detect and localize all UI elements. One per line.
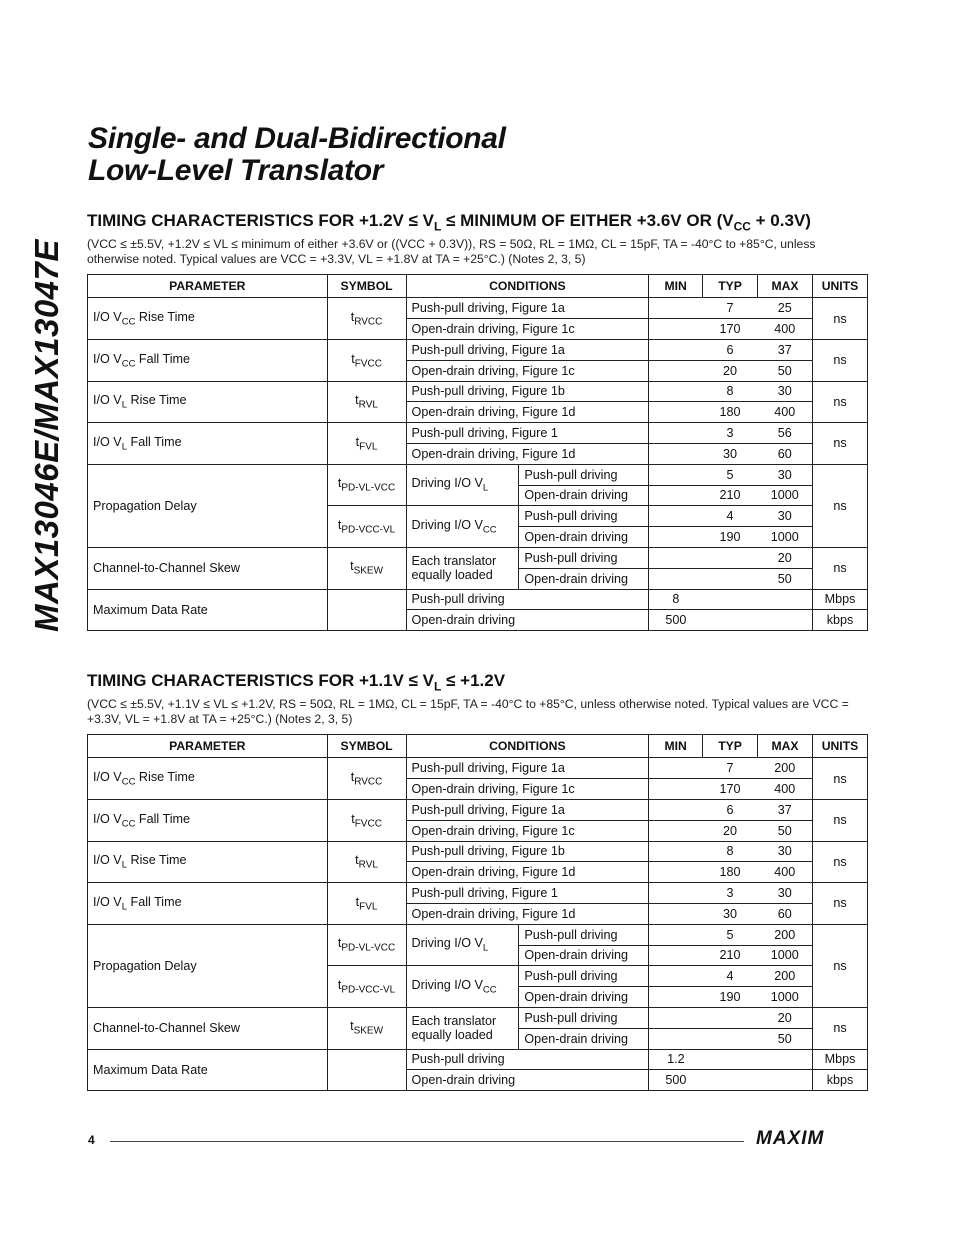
- min-cell: [649, 799, 703, 820]
- param-cell: Maximum Data Rate: [88, 589, 328, 631]
- section-2-heading: TIMING CHARACTERISTICS FOR $+1.1V \le V_L \le +1.2V$: [87, 671, 506, 694]
- condition-cell: Open-drain driving, Figure 1d: [406, 443, 649, 464]
- max-cell: 1000: [758, 485, 813, 506]
- symbol-cell: $t_{SKEW}$: [327, 1007, 406, 1049]
- units-cell: ns: [812, 381, 867, 423]
- typ-cell: [703, 589, 758, 610]
- symbol-cell: [327, 1049, 406, 1091]
- typ-cell: 210: [703, 945, 758, 966]
- table-row: [88, 339, 868, 360]
- param-cell: I/O $V_{CC}$ Fall Time: [88, 799, 328, 841]
- col-typ: TYP: [703, 735, 758, 758]
- param-cell: I/O $V_L$ Rise Time: [88, 381, 328, 423]
- condition-cell: Open-drain driving: [519, 1028, 649, 1049]
- condition-cell: Push-pull driving: [406, 1049, 649, 1070]
- table-header-row: [88, 735, 868, 758]
- symbol-cell: $t_{FVL}$: [327, 423, 406, 465]
- table-row: [88, 464, 868, 485]
- min-cell: [649, 443, 703, 464]
- max-cell: 50: [758, 1028, 813, 1049]
- max-cell: 37: [758, 799, 813, 820]
- min-cell: [649, 945, 703, 966]
- col-min: MIN: [649, 275, 703, 298]
- typ-cell: 20: [703, 820, 758, 841]
- units-cell: ns: [812, 758, 867, 800]
- typ-cell: [703, 1049, 758, 1070]
- min-cell: [649, 360, 703, 381]
- table-row: [88, 298, 868, 319]
- col-parameter: PARAMETER: [88, 275, 328, 298]
- condition-cell: Push-pull driving, Figure 1a: [406, 758, 649, 779]
- units-cell: ns: [812, 924, 867, 1007]
- units-cell: Mbps: [812, 1049, 867, 1070]
- max-cell: 30: [758, 506, 813, 527]
- param-cell: I/O $V_{CC}$ Fall Time: [88, 339, 328, 381]
- typ-cell: [703, 1028, 758, 1049]
- typ-cell: 170: [703, 779, 758, 800]
- condition-group-cell: Driving I/O $V_L$: [406, 924, 519, 966]
- typ-cell: 5: [703, 924, 758, 945]
- typ-cell: 4: [703, 966, 758, 987]
- condition-cell: Open-drain driving, Figure 1c: [406, 360, 649, 381]
- min-cell: [649, 547, 703, 568]
- typ-cell: 7: [703, 758, 758, 779]
- typ-cell: [703, 610, 758, 631]
- condition-cell: Open-drain driving: [406, 610, 649, 631]
- typ-cell: 210: [703, 485, 758, 506]
- units-cell: ns: [812, 1007, 867, 1049]
- condition-cell: Open-drain driving, Figure 1c: [406, 779, 649, 800]
- symbol-cell: $t_{PD-VCC-VL}$: [327, 506, 406, 548]
- min-cell: [649, 903, 703, 924]
- title-line-1: Single- and Dual-Bidirectional: [88, 122, 506, 155]
- typ-cell: 3: [703, 883, 758, 904]
- typ-cell: 3: [703, 423, 758, 444]
- max-cell: 200: [758, 924, 813, 945]
- condition-cell: Push-pull driving: [519, 547, 649, 568]
- condition-cell: Push-pull driving, Figure 1: [406, 423, 649, 444]
- max-cell: 30: [758, 841, 813, 862]
- table-row: [88, 423, 868, 444]
- footer-rule: [110, 1141, 744, 1142]
- typ-cell: 5: [703, 464, 758, 485]
- max-cell: 1000: [758, 527, 813, 548]
- condition-cell: Push-pull driving: [519, 1007, 649, 1028]
- condition-group-cell: Each translator equally loaded: [406, 1007, 519, 1049]
- max-cell: 200: [758, 758, 813, 779]
- typ-cell: [703, 1070, 758, 1091]
- units-cell: ns: [812, 841, 867, 883]
- condition-group-cell: Driving I/O $V_L$: [406, 464, 519, 506]
- condition-cell: Push-pull driving: [519, 464, 649, 485]
- min-cell: [649, 862, 703, 883]
- typ-cell: 4: [703, 506, 758, 527]
- condition-cell: Open-drain driving, Figure 1d: [406, 903, 649, 924]
- typ-cell: 20: [703, 360, 758, 381]
- typ-cell: [703, 1007, 758, 1028]
- col-conditions: CONDITIONS: [406, 735, 649, 758]
- section-1-heading: TIMING CHARACTERISTICS FOR $+1.2V \le V_L$ ≤ MINIMUM OF EITHER +3.6V OR $(V_{CC} + 0.3V)$: [87, 211, 811, 234]
- max-cell: 400: [758, 779, 813, 800]
- min-cell: [649, 506, 703, 527]
- condition-cell: Open-drain driving: [406, 1070, 649, 1091]
- max-cell: 50: [758, 568, 813, 589]
- symbol-cell: $t_{PD-VL-VCC}$: [327, 924, 406, 966]
- typ-cell: 8: [703, 381, 758, 402]
- table-row: [88, 758, 868, 779]
- condition-cell: Push-pull driving: [519, 924, 649, 945]
- units-cell: ns: [812, 464, 867, 547]
- symbol-cell: $t_{RVCC}$: [327, 758, 406, 800]
- max-cell: 1000: [758, 945, 813, 966]
- symbol-cell: $t_{FVL}$: [327, 883, 406, 925]
- max-cell: 20: [758, 1007, 813, 1028]
- param-cell: Maximum Data Rate: [88, 1049, 328, 1091]
- max-cell: 30: [758, 883, 813, 904]
- condition-cell: Push-pull driving: [406, 589, 649, 610]
- table-header-row: [88, 275, 868, 298]
- typ-cell: 190: [703, 527, 758, 548]
- min-cell: [649, 1028, 703, 1049]
- condition-cell: Push-pull driving, Figure 1a: [406, 339, 649, 360]
- units-cell: ns: [812, 799, 867, 841]
- table-row: [88, 883, 868, 904]
- param-cell: I/O $V_L$ Fall Time: [88, 883, 328, 925]
- condition-cell: Push-pull driving, Figure 1a: [406, 298, 649, 319]
- symbol-cell: $t_{SKEW}$: [327, 547, 406, 589]
- min-cell: [649, 485, 703, 506]
- min-cell: 8: [649, 589, 703, 610]
- max-cell: [758, 589, 813, 610]
- typ-cell: [703, 568, 758, 589]
- units-cell: ns: [812, 298, 867, 340]
- param-cell: I/O $V_L$ Fall Time: [88, 423, 328, 465]
- col-typ: TYP: [703, 275, 758, 298]
- table-row: [88, 841, 868, 862]
- max-cell: 200: [758, 966, 813, 987]
- condition-cell: Push-pull driving: [519, 966, 649, 987]
- col-conditions: CONDITIONS: [406, 275, 649, 298]
- min-cell: [649, 883, 703, 904]
- max-cell: 25: [758, 298, 813, 319]
- typ-cell: 6: [703, 339, 758, 360]
- units-cell: Mbps: [812, 589, 867, 610]
- min-cell: [649, 758, 703, 779]
- symbol-cell: $t_{FVCC}$: [327, 799, 406, 841]
- param-cell: I/O $V_L$ Rise Time: [88, 841, 328, 883]
- col-min: MIN: [649, 735, 703, 758]
- max-cell: 56: [758, 423, 813, 444]
- table-row: [88, 381, 868, 402]
- max-cell: [758, 610, 813, 631]
- symbol-cell: $t_{RVCC}$: [327, 298, 406, 340]
- table-row: [88, 547, 868, 568]
- max-cell: [758, 1049, 813, 1070]
- param-cell: Channel-to-Channel Skew: [88, 1007, 328, 1049]
- param-cell: I/O $V_{CC}$ Rise Time: [88, 758, 328, 800]
- min-cell: [649, 402, 703, 423]
- typ-cell: 7: [703, 298, 758, 319]
- min-cell: [649, 779, 703, 800]
- min-cell: [649, 527, 703, 548]
- typ-cell: 180: [703, 862, 758, 883]
- col-units: UNITS: [812, 275, 867, 298]
- min-cell: 500: [649, 1070, 703, 1091]
- min-cell: [649, 319, 703, 340]
- min-cell: [649, 987, 703, 1008]
- typ-cell: 30: [703, 903, 758, 924]
- param-cell: Propagation Delay: [88, 464, 328, 547]
- max-cell: 1000: [758, 987, 813, 1008]
- typ-cell: 170: [703, 319, 758, 340]
- col-max: MAX: [758, 735, 813, 758]
- condition-cell: Open-drain driving: [519, 568, 649, 589]
- max-cell: 30: [758, 464, 813, 485]
- symbol-cell: [327, 589, 406, 631]
- timing-table-1: [87, 274, 868, 631]
- units-cell: kbps: [812, 1070, 867, 1091]
- table-row: [88, 1049, 868, 1070]
- condition-cell: Open-drain driving: [519, 987, 649, 1008]
- max-cell: 30: [758, 381, 813, 402]
- page-number: 4: [88, 1133, 95, 1147]
- min-cell: [649, 924, 703, 945]
- min-cell: 500: [649, 610, 703, 631]
- table-row: [88, 1007, 868, 1028]
- condition-cell: Open-drain driving, Figure 1c: [406, 319, 649, 340]
- max-cell: 60: [758, 443, 813, 464]
- condition-cell: Open-drain driving: [519, 945, 649, 966]
- max-cell: 400: [758, 319, 813, 340]
- condition-cell: Open-drain driving, Figure 1d: [406, 862, 649, 883]
- condition-cell: Push-pull driving, Figure 1b: [406, 841, 649, 862]
- max-cell: 50: [758, 820, 813, 841]
- typ-cell: 190: [703, 987, 758, 1008]
- condition-cell: Open-drain driving, Figure 1c: [406, 820, 649, 841]
- units-cell: ns: [812, 339, 867, 381]
- min-cell: [649, 339, 703, 360]
- units-cell: kbps: [812, 610, 867, 631]
- section-1-note: (VCC ≤ ±5.5V, +1.2V ≤ VL ≤ minimum of either +3.6V or ((VCC + 0.3V)), RS = 50Ω, RL = 1MΩ, CL = 15pF, TA = -40°C to +85°C, unless otherwise noted. Typical values are VCC = +3.3V, VL = +1.8V at TA = +25°C.) (Notes 2, 3, 5): [87, 237, 816, 267]
- timing-table-2: [87, 734, 868, 1091]
- condition-group-cell: Each translator equally loaded: [406, 547, 519, 589]
- col-parameter: PARAMETER: [88, 735, 328, 758]
- section-2-note: (VCC ≤ ±5.5V, +1.1V ≤ VL ≤ +1.2V, RS = 50Ω, RL = 1MΩ, CL = 15pF, TA = -40°C to +85°C, unless otherwise noted. Typical values are VCC = +3.3V, VL = +1.8V at TA = +25°C.) (Notes 2, 3, 5): [87, 697, 849, 727]
- min-cell: [649, 1007, 703, 1028]
- timing-section-1: [87, 211, 868, 631]
- condition-cell: Push-pull driving, Figure 1b: [406, 381, 649, 402]
- title-line-2: Low-Level Translator: [88, 154, 384, 187]
- condition-group-cell: Driving I/O $V_{CC}$: [406, 506, 519, 548]
- condition-cell: Open-drain driving: [519, 527, 649, 548]
- condition-cell: Push-pull driving, Figure 1a: [406, 799, 649, 820]
- condition-cell: Open-drain driving: [519, 485, 649, 506]
- min-cell: [649, 820, 703, 841]
- param-cell: I/O $V_{CC}$ Rise Time: [88, 298, 328, 340]
- col-max: MAX: [758, 275, 813, 298]
- typ-cell: 6: [703, 799, 758, 820]
- condition-cell: Push-pull driving: [519, 506, 649, 527]
- max-cell: 20: [758, 547, 813, 568]
- symbol-cell: $t_{FVCC}$: [327, 339, 406, 381]
- max-cell: 400: [758, 862, 813, 883]
- table-row: [88, 799, 868, 820]
- units-cell: ns: [812, 423, 867, 465]
- col-units: UNITS: [812, 735, 867, 758]
- symbol-cell: $t_{PD-VL-VCC}$: [327, 464, 406, 506]
- param-cell: Channel-to-Channel Skew: [88, 547, 328, 589]
- max-cell: 400: [758, 402, 813, 423]
- min-cell: [649, 568, 703, 589]
- min-cell: [649, 423, 703, 444]
- symbol-cell: $t_{RVL}$: [327, 381, 406, 423]
- min-cell: [649, 381, 703, 402]
- param-cell: Propagation Delay: [88, 924, 328, 1007]
- condition-group-cell: Driving I/O $V_{CC}$: [406, 966, 519, 1008]
- min-cell: [649, 464, 703, 485]
- units-cell: ns: [812, 547, 867, 589]
- document-title: [88, 123, 506, 187]
- min-cell: [649, 966, 703, 987]
- min-cell: [649, 841, 703, 862]
- typ-cell: 180: [703, 402, 758, 423]
- condition-cell: Open-drain driving, Figure 1d: [406, 402, 649, 423]
- min-cell: [649, 298, 703, 319]
- col-symbol: SYMBOL: [327, 735, 406, 758]
- table-row: [88, 924, 868, 945]
- max-cell: [758, 1070, 813, 1091]
- symbol-cell: $t_{RVL}$: [327, 841, 406, 883]
- table-row: [88, 589, 868, 610]
- symbol-cell: $t_{PD-VCC-VL}$: [327, 966, 406, 1008]
- typ-cell: 30: [703, 443, 758, 464]
- max-cell: 60: [758, 903, 813, 924]
- max-cell: 50: [758, 360, 813, 381]
- typ-cell: 8: [703, 841, 758, 862]
- max-cell: 37: [758, 339, 813, 360]
- units-cell: ns: [812, 883, 867, 925]
- timing-section-2: [87, 671, 868, 1091]
- min-cell: 1.2: [649, 1049, 703, 1070]
- col-symbol: SYMBOL: [327, 275, 406, 298]
- typ-cell: [703, 547, 758, 568]
- side-part-number: MAX13046E/MAX13047E: [28, 239, 65, 632]
- maxim-logo: MAXIM: [756, 1128, 825, 1149]
- condition-cell: Push-pull driving, Figure 1: [406, 883, 649, 904]
